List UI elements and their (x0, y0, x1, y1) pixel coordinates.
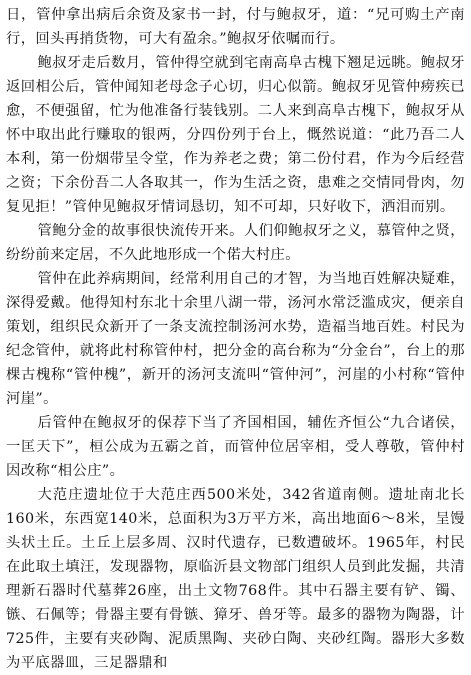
paragraph-2: 鲍叔牙走后数月，管仲得空就到宅南高阜古槐下翘足远眺。鲍叔牙返回相公后，管仲闻知老母念子心切，归心似箭。鲍叔牙见管仲痨疾已愈，不便强留，忙为他准备行装钱别。二人来到高阜古槐下，鲍叔牙从怀中取出此行赚取的银两，分四份列于台上，慨然说道：“此乃吾二人本利，第一份烟带呈令堂，作为养老之费；第二份付君，作为今后经营之资；下余份吾二人各取其一，作为生活之资，患难之交情同骨肉，勿复见拒！”管仲见鲍叔牙情词恳切，知不可却，只好收下，洒泪而别。 (6, 55, 465, 215)
paragraph-3: 管鲍分金的故事很快流传开来。人们仰鲍叔牙之义，慕管仲之贤，纷纷前来定居，不久此地形成一个偌大村庄。 (6, 223, 465, 263)
paragraph-4: 管仲在此养病期间，经常利用自己的才智，为当地百姓解决疑难，深得爱戴。他得知村东北十余里八湖一带，汤河水常泛滥成灾，便亲自策划，组织民众新开了一条支流控制汤河水势，造福当地百姓。村民为纪念管仲，就将此村称管仲村，把分金的高台称为“分金台”，台上的那棵古槐称“管仲槐”，新开的汤河支流叫“管仲河”，河崖的小村称“管仲河崖”。 (6, 271, 465, 407)
paragraph-5: 后管仲在鲍叔牙的保荐下当了齐国相国，辅佐齐恒公“九合诸侯，一匡天下”，桓公成为五霸之首，而管仲位居宰相，受人尊敬，管仲村因改称“相公庄”。 (6, 415, 465, 479)
paragraph-6: 大范庄遗址位于大范庄西500米处，342省道南侧。遗址南北长160米，东西宽140米，总面积为3万平方米，高出地面6～8米，呈馒头状土丘。土丘上层多周、汉时代遗存，已数遭破坏。1965年，村民在此取土填汪，发现器物，原临沂县文物部门组织人员到此发掘，共清理新石器时代墓葬26座，出土文物768件。其中石器主要有铲、镯、镞、石佩等；骨器主要有骨镞、獐牙、兽牙等。最多的器物为陶器，计725件，主要有夹砂陶、泥质黑陶、夹砂白陶、夹砂红陶。器形大多数为平底器皿，三足器鼎和 (6, 487, 465, 671)
paragraph-1: 日，管仲拿出病后余资及家书一封，付与鲍叔牙，道：“兄可购土产南行，回头再捎货物，可大有盈余。”鲍叔牙依嘱而行。 (6, 7, 465, 47)
